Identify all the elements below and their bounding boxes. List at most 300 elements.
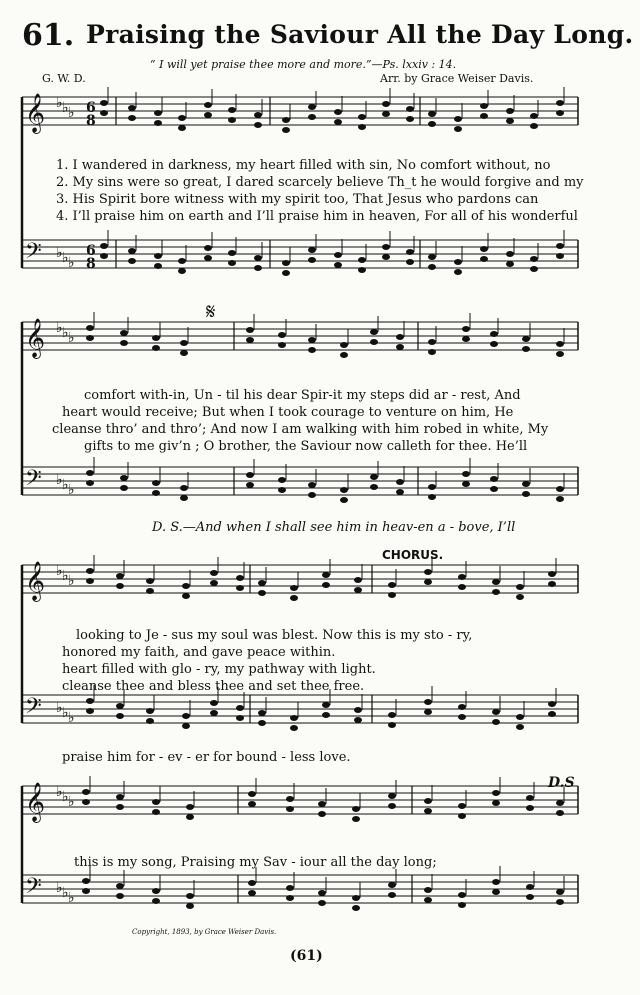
ds-lyric-line: D. S.—And when I shall see him in heav-en a - bove, I’ll [152, 520, 516, 535]
verse-3-line-3: heart filled with glo - ry, my pathway with light. [62, 662, 376, 677]
treble-notehead [506, 108, 514, 114]
bass-notehead [480, 256, 488, 262]
treble-notehead [334, 109, 342, 115]
treble-notehead [236, 585, 244, 591]
bass-notehead [428, 264, 436, 270]
bass-notehead [182, 723, 190, 729]
flat-icon: ♭ [62, 705, 69, 721]
treble-notehead [492, 579, 500, 585]
treble-notehead [120, 340, 128, 346]
bass-notehead [182, 713, 190, 719]
treble-notehead [186, 814, 194, 820]
flat-icon: ♭ [56, 784, 63, 800]
bass-notehead [228, 250, 236, 256]
flat-icon: ♭ [62, 789, 69, 805]
treble-notehead [248, 801, 256, 807]
ds-marker: D.S [548, 775, 575, 791]
bass-notehead [354, 707, 362, 713]
treble-notehead [116, 804, 124, 810]
flat-icon: ♭ [56, 320, 63, 336]
verse-2-line-2: heart would receive; But when I took courage to venture on him, He [62, 405, 514, 420]
bass-notehead [358, 257, 366, 263]
treble-notehead [86, 335, 94, 341]
bass-notehead [396, 489, 404, 495]
treble-notehead [210, 580, 218, 586]
flat-icon: ♭ [56, 95, 63, 111]
time-signature-bottom: 8 [86, 256, 96, 272]
bass-notehead [308, 247, 316, 253]
treble-notehead [308, 104, 316, 110]
bass-clef-icon: 𝄢 [25, 694, 42, 724]
bass-notehead [388, 722, 396, 728]
bass-notehead [454, 259, 462, 265]
bass-notehead [116, 883, 124, 889]
flat-icon: ♭ [68, 255, 75, 271]
verse-3-line-2: cleanse thro’ and thro’; And now I am walking with him robed in white, My [52, 422, 549, 437]
bass-notehead [254, 265, 262, 271]
bass-notehead [178, 258, 186, 264]
treble-notehead [146, 588, 154, 594]
bass-notehead [228, 260, 236, 266]
treble-notehead [556, 100, 564, 106]
treble-notehead [308, 337, 316, 343]
verse-4-line-2: gifts to me giv’n ; O brother, the Saviour now calleth for thee. He’ll [84, 439, 528, 454]
bass-notehead [556, 899, 564, 905]
bass-notehead [82, 888, 90, 894]
treble-notehead [82, 789, 90, 795]
treble-notehead [86, 578, 94, 584]
treble-notehead [254, 122, 262, 128]
bass-notehead [388, 712, 396, 718]
bass-notehead [186, 903, 194, 909]
bass-notehead [358, 267, 366, 273]
bass-notehead [480, 246, 488, 252]
treble-notehead [318, 811, 326, 817]
treble-notehead [424, 569, 432, 575]
bass-notehead [322, 702, 330, 708]
treble-notehead [406, 116, 414, 122]
treble-notehead [516, 594, 524, 600]
flat-icon: ♭ [56, 563, 63, 579]
flat-icon: ♭ [68, 482, 75, 498]
scripture-epigraph: “ I will yet praise thee more and more.”—Ps. lxxiv : 14. [150, 58, 457, 71]
treble-notehead [492, 800, 500, 806]
treble-notehead [228, 107, 236, 113]
time-signature-bottom: 8 [86, 113, 96, 129]
treble-notehead [556, 110, 564, 116]
treble-notehead [152, 799, 160, 805]
treble-notehead [556, 341, 564, 347]
flat-icon: ♭ [62, 568, 69, 584]
bass-notehead [86, 480, 94, 486]
bass-notehead [516, 714, 524, 720]
bass-notehead [286, 885, 294, 891]
treble-notehead [182, 593, 190, 599]
bass-notehead [154, 253, 162, 259]
treble-notehead [506, 118, 514, 124]
treble-notehead [530, 113, 538, 119]
treble-notehead [526, 795, 534, 801]
treble-notehead [458, 574, 466, 580]
treble-notehead [282, 117, 290, 123]
bass-notehead [548, 711, 556, 717]
bass-notehead [458, 902, 466, 908]
chorus-label: CHORUS. [382, 548, 444, 562]
bass-notehead [462, 471, 470, 477]
treble-notehead [428, 349, 436, 355]
bass-notehead [424, 887, 432, 893]
treble-notehead [308, 347, 316, 353]
treble-notehead [152, 335, 160, 341]
bass-notehead [258, 720, 266, 726]
treble-notehead [178, 125, 186, 131]
flat-icon: ♭ [62, 885, 69, 901]
bass-notehead [462, 481, 470, 487]
treble-notehead [370, 329, 378, 335]
bass-notehead [248, 890, 256, 896]
bass-notehead [424, 699, 432, 705]
treble-clef-icon: 𝄞 [25, 782, 46, 822]
treble-notehead [246, 327, 254, 333]
bass-notehead [492, 889, 500, 895]
treble-notehead [382, 111, 390, 117]
bass-notehead [556, 496, 564, 502]
treble-notehead [146, 578, 154, 584]
bass-notehead [86, 698, 94, 704]
verse-3-line-1: 3. His Spirit bore witness with my spirit too, That Jesus who pardons can [56, 192, 539, 207]
bass-notehead [370, 484, 378, 490]
treble-notehead [340, 352, 348, 358]
treble-notehead [154, 110, 162, 116]
bass-notehead [530, 266, 538, 272]
bass-notehead [308, 257, 316, 263]
treble-notehead [352, 816, 360, 822]
bass-notehead [120, 475, 128, 481]
treble-notehead [246, 337, 254, 343]
flat-icon: ♭ [68, 794, 75, 810]
verse-1-line-1: 1. I wandered in darkness, my heart filled with sin, No comfort without, no [56, 158, 551, 173]
flat-icon: ♭ [68, 890, 75, 906]
bass-notehead [458, 714, 466, 720]
bass-notehead [152, 888, 160, 894]
treble-notehead [370, 339, 378, 345]
bass-notehead [556, 253, 564, 259]
treble-notehead [406, 106, 414, 112]
bass-notehead [278, 477, 286, 483]
bass-notehead [424, 897, 432, 903]
bass-notehead [116, 713, 124, 719]
treble-notehead [254, 112, 262, 118]
bass-notehead [186, 893, 194, 899]
treble-notehead [490, 331, 498, 337]
bass-notehead [458, 892, 466, 898]
bass-notehead [340, 487, 348, 493]
bass-notehead [210, 710, 218, 716]
bass-notehead [246, 482, 254, 488]
bass-notehead [506, 261, 514, 267]
bass-notehead [290, 715, 298, 721]
bass-notehead [86, 708, 94, 714]
treble-notehead [388, 803, 396, 809]
flat-icon: ♭ [68, 330, 75, 346]
bass-notehead [120, 485, 128, 491]
bass-notehead [100, 243, 108, 249]
treble-notehead [454, 116, 462, 122]
bass-notehead [490, 486, 498, 492]
treble-notehead [388, 582, 396, 588]
flat-icon: ♭ [62, 100, 69, 116]
treble-notehead [248, 791, 256, 797]
treble-notehead [354, 587, 362, 593]
treble-notehead [100, 100, 108, 106]
treble-notehead [322, 572, 330, 578]
treble-notehead [530, 123, 538, 129]
treble-notehead [282, 127, 290, 133]
treble-notehead [154, 120, 162, 126]
bass-notehead [180, 495, 188, 501]
treble-notehead [462, 336, 470, 342]
treble-notehead [152, 809, 160, 815]
bass-clef-icon: 𝄢 [25, 466, 42, 496]
treble-notehead [258, 590, 266, 596]
treble-notehead [556, 800, 564, 806]
bass-notehead [334, 252, 342, 258]
treble-notehead [258, 580, 266, 586]
verse-2-line-1: 2. My sins were so great, I dared scarcely believe Th_t he would forgive and my [56, 175, 584, 190]
bass-notehead [290, 725, 298, 731]
treble-notehead [286, 796, 294, 802]
bass-notehead [308, 482, 316, 488]
treble-notehead [424, 808, 432, 814]
treble-notehead [358, 124, 366, 130]
bass-notehead [146, 718, 154, 724]
bass-notehead [154, 263, 162, 269]
treble-notehead [116, 583, 124, 589]
treble-notehead [358, 114, 366, 120]
treble-notehead [354, 577, 362, 583]
treble-notehead [548, 571, 556, 577]
bass-notehead [86, 470, 94, 476]
bass-notehead [204, 255, 212, 261]
bass-notehead [248, 880, 256, 886]
treble-notehead [334, 119, 342, 125]
flat-icon: ♭ [56, 472, 63, 488]
bass-notehead [522, 481, 530, 487]
flat-icon: ♭ [62, 250, 69, 266]
treble-notehead [396, 344, 404, 350]
hymn-number: 61. [22, 18, 75, 53]
treble-clef-icon: 𝄞 [25, 93, 46, 133]
treble-notehead [180, 350, 188, 356]
treble-notehead [182, 583, 190, 589]
bass-notehead [282, 270, 290, 276]
bass-notehead [492, 709, 500, 715]
bass-notehead [406, 259, 414, 265]
bass-notehead [526, 894, 534, 900]
treble-notehead [116, 794, 124, 800]
treble-notehead [236, 575, 244, 581]
bass-notehead [382, 244, 390, 250]
chorus-bass-lyric: praise him for - ev - er for bound - less love. [62, 750, 351, 765]
bass-notehead [334, 262, 342, 268]
treble-notehead [352, 806, 360, 812]
treble-notehead [480, 113, 488, 119]
treble-notehead [548, 581, 556, 587]
flat-icon: ♭ [56, 245, 63, 261]
bass-notehead [458, 704, 466, 710]
bass-notehead [424, 709, 432, 715]
bass-notehead [548, 701, 556, 707]
treble-notehead [340, 342, 348, 348]
treble-notehead [526, 805, 534, 811]
bass-notehead [516, 724, 524, 730]
flat-icon: ♭ [68, 710, 75, 726]
treble-notehead [152, 345, 160, 351]
treble-notehead [278, 342, 286, 348]
treble-notehead [210, 570, 218, 576]
page-number: (61) [290, 948, 323, 964]
bass-notehead [152, 480, 160, 486]
composer-credit: G. W. D. [42, 72, 86, 85]
treble-notehead [458, 584, 466, 590]
bass-notehead [318, 900, 326, 906]
treble-notehead [492, 589, 500, 595]
treble-notehead [428, 339, 436, 345]
treble-notehead [382, 101, 390, 107]
flat-icon: ♭ [56, 700, 63, 716]
bass-notehead [246, 472, 254, 478]
bass-notehead [388, 892, 396, 898]
treble-notehead [516, 584, 524, 590]
bass-notehead [152, 898, 160, 904]
treble-notehead [116, 573, 124, 579]
bass-notehead [254, 255, 262, 261]
bass-notehead [282, 260, 290, 266]
bass-notehead [526, 884, 534, 890]
bass-notehead [178, 268, 186, 274]
treble-notehead [458, 803, 466, 809]
treble-notehead [322, 582, 330, 588]
treble-notehead [556, 351, 564, 357]
bass-notehead [286, 895, 294, 901]
bass-notehead [152, 490, 160, 496]
treble-notehead [204, 112, 212, 118]
bass-notehead [352, 905, 360, 911]
flat-icon: ♭ [62, 325, 69, 341]
treble-notehead [480, 103, 488, 109]
bass-notehead [370, 474, 378, 480]
treble-notehead [204, 102, 212, 108]
treble-notehead [128, 115, 136, 121]
bass-notehead [236, 715, 244, 721]
treble-notehead [428, 111, 436, 117]
segno-sign: 𝄋 [206, 300, 216, 325]
bass-notehead [556, 486, 564, 492]
treble-notehead [556, 810, 564, 816]
treble-notehead [308, 114, 316, 120]
treble-notehead [318, 801, 326, 807]
treble-notehead [454, 126, 462, 132]
time-signature-top: 6 [86, 243, 96, 259]
bass-notehead [396, 479, 404, 485]
bass-notehead [492, 719, 500, 725]
bass-notehead [146, 708, 154, 714]
verse-1-line-2: comfort with-in, Un - til his dear Spir-it my steps did ar - rest, And [84, 388, 521, 403]
treble-notehead [278, 332, 286, 338]
bass-notehead [236, 705, 244, 711]
bass-notehead [128, 258, 136, 264]
treble-notehead [388, 793, 396, 799]
treble-notehead [522, 336, 530, 342]
bass-notehead [428, 484, 436, 490]
bass-notehead [556, 889, 564, 895]
treble-notehead [290, 585, 298, 591]
treble-notehead [424, 579, 432, 585]
treble-notehead [86, 568, 94, 574]
flat-icon: ♭ [62, 477, 69, 493]
treble-notehead [100, 110, 108, 116]
bass-notehead [428, 494, 436, 500]
bass-notehead [352, 895, 360, 901]
bass-notehead [100, 253, 108, 259]
bass-notehead [322, 712, 330, 718]
treble-notehead [428, 121, 436, 127]
bass-notehead [128, 248, 136, 254]
time-signature-top: 6 [86, 100, 96, 116]
treble-notehead [120, 330, 128, 336]
flat-icon: ♭ [68, 105, 75, 121]
bass-notehead [116, 703, 124, 709]
treble-notehead [462, 326, 470, 332]
bass-notehead [204, 245, 212, 251]
bass-notehead [506, 251, 514, 257]
bass-notehead [522, 491, 530, 497]
treble-notehead [490, 341, 498, 347]
treble-notehead [180, 340, 188, 346]
bass-notehead [530, 256, 538, 262]
treble-notehead [186, 804, 194, 810]
verse-2-line-3: honored my faith, and gave peace within. [62, 645, 336, 660]
bass-notehead [492, 879, 500, 885]
treble-notehead [228, 117, 236, 123]
bass-notehead [308, 492, 316, 498]
bass-notehead [428, 254, 436, 260]
verse-1-line-3: looking to Je - sus my soul was blest. Now this is my sto - ry, [76, 628, 473, 643]
treble-notehead [388, 592, 396, 598]
copyright-notice: Copyright, 1893, by Grace Weiser Davis. [132, 928, 277, 936]
bass-notehead [210, 700, 218, 706]
flat-icon: ♭ [56, 880, 63, 896]
bass-notehead [180, 485, 188, 491]
treble-notehead [396, 334, 404, 340]
bass-notehead [258, 710, 266, 716]
bass-notehead [278, 487, 286, 493]
verse-4-line-3: cleanse thee and bless thee and set thee free. [62, 679, 365, 694]
treble-notehead [86, 325, 94, 331]
treble-notehead [424, 798, 432, 804]
flat-icon: ♭ [68, 573, 75, 589]
bass-notehead [318, 890, 326, 896]
bass-notehead [454, 269, 462, 275]
bass-notehead [406, 249, 414, 255]
arranger-credit: Arr. by Grace Weiser Davis. [380, 72, 534, 85]
bass-notehead [354, 717, 362, 723]
bass-notehead [490, 476, 498, 482]
treble-notehead [290, 595, 298, 601]
hymn-title: Praising the Saviour All the Day Long. [86, 20, 634, 49]
verse-4-line-1: 4. I’ll praise him on earth and I’ll praise him in heaven, For all of his wonderful [56, 209, 578, 224]
treble-clef-icon: 𝄞 [25, 561, 46, 601]
